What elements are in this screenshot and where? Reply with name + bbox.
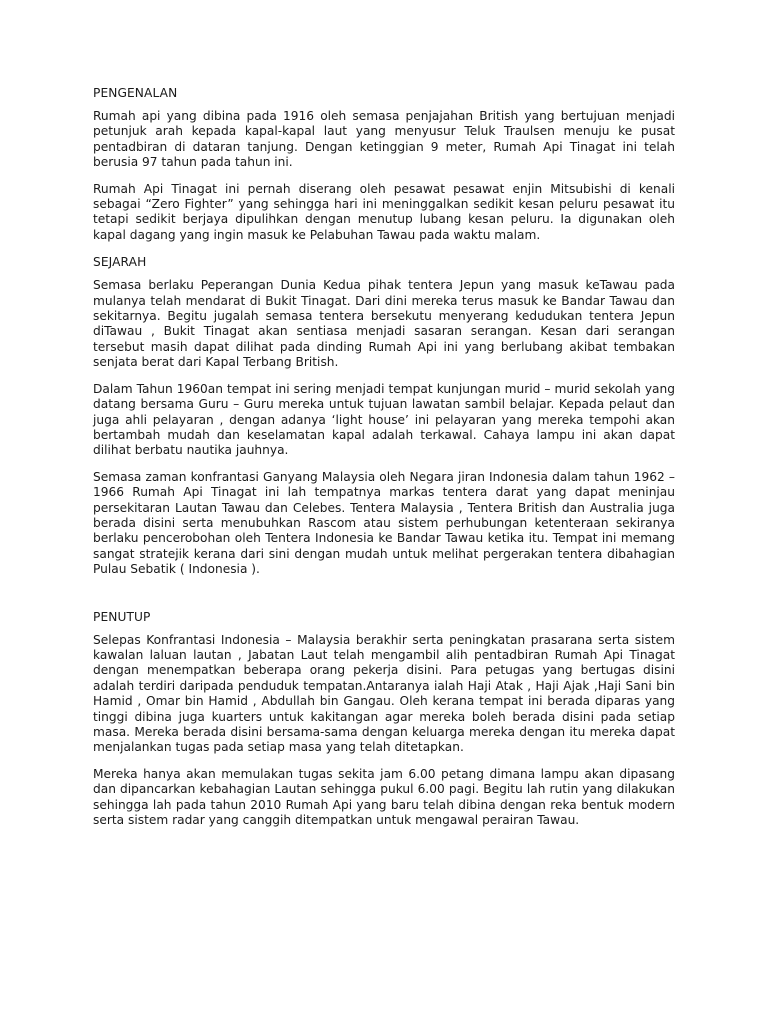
spacer <box>93 589 675 609</box>
section-heading-pengenalan: PENGENALAN <box>93 86 178 100</box>
paragraph: Semasa zaman konfrantasi Ganyang Malaysia oleh Negara jiran Indonesia dalam tahun 1962 – 1966 Rumah Api Tinagat ini lah tempatnya markas tentera darat yang dapat meninjau persekitaran Lautan Tawau dan Celebes. Tentera Malaysia , Tentera British dan Australia juga berada disini serta menubuhkan Rascom atau sistem perhubungan ketenteraan sekiranya berlaku pencerobohan oleh Tentera Indonesia ke Bandar Tawau ketika itu. Tempat ini memang sangat stratejik kerana dari sini dengan mudah untuk melihat pergerakan tentera dibahagian Pulau Sebatik ( Indonesia ). <box>93 469 675 577</box>
document-page <box>93 85 675 839</box>
paragraph: Dalam Tahun 1960an tempat ini sering menjadi tempat kunjungan murid – murid sekolah yang datang bersama Guru – Guru mereka untuk tujuan lawatan sambil belajar. Kepada pelaut dan juga ahli pelayaran , dengan adanya ‘light house’ ini pelayaran yang mereka tempohi akan bertambah mudah dan keselamatan kapal adalah terkawal. Cahaya lampu ini akan dapat dilihat berbatu nautika jauhnya. <box>93 381 675 458</box>
section-heading-penutup: PENUTUP <box>93 609 151 624</box>
paragraph: Semasa berlaku Peperangan Dunia Kedua pihak tentera Jepun yang masuk keTawau pada mulanya telah mendarat di Bukit Tinagat. Dari dini mereka terus masuk ke Bandar Tawau dan sekitarnya. Begitu jugalah semasa tentera bersekutu menyerang kedudukan tentera Jepun diTawau , Bukit Tinagat akan sentiasa menjadi sasaran serangan. Kesan dari serangan tersebut masih dapat dilihat pada dinding Rumah Api ini yang berlubang akibat tembakan senjata berat dari Kapal Terbang British. <box>93 278 675 370</box>
paragraph: Selepas Konfrantasi Indonesia – Malaysia berakhir serta peningkatan prasarana serta sistem kawalan laluan lautan , Jabatan Laut telah mengambil alih pentadbiran Rumah Api Tinagat dengan menempatkan beberapa orang pekerja disini. Para petugas yang bertugas disini adalah terdiri daripada penduduk tempatan.Antaranya ialah Haji Atak , Haji Ajak ,Haji Sani bin Hamid , Omar bin Hamid , Abdullah bin Gangau. Oleh kerana tempat ini berada diparas yang tinggi dibina juga kuarters untuk kakitangan agar mereka boleh berada disini pada setiap masa. Mereka berada disini bersama-sama dengan keluarga mereka dengan itu mereka dapat menjalankan tugas pada setiap masa yang telah ditetapkan. <box>93 632 675 755</box>
paragraph: Rumah api yang dibina pada 1916 oleh semasa penjajahan British yang bertujuan menjadi petunjuk arah kepada kapal-kapal laut yang menyusur Teluk Traulsen menuju ke pusat pentadbiran di dataran tanjung. Dengan ketinggian 9 meter, Rumah Api Tinagat ini telah berusia 97 tahun pada tahun ini. <box>93 109 675 170</box>
paragraph: Rumah Api Tinagat ini pernah diserang oleh pesawat pesawat enjin Mitsubishi di kenali sebagai “Zero Fighter” yang sehingga hari ini meninggalkan sedikit kesan peluru pesawat itu tetapi sedikit berjaya dipulihkan dengan menutup lubang kesan peluru. Ia digunakan oleh kapal dagang yang ingin masuk ke Pelabuhan Tawau pada waktu malam. <box>93 181 675 242</box>
section-heading-sejarah: SEJARAH <box>93 255 147 270</box>
paragraph: Mereka hanya akan memulakan tugas sekita jam 6.00 petang dimana lampu akan dipasang dan dipancarkan kebahagian Lautan sehingga pukul 6.00 pagi. Begitu lah rutin yang dilakukan sehingga lah pada tahun 2010 Rumah Api yang baru telah dibina dengan reka bentuk modern serta sistem radar yang canggih ditempatkan untuk mengawal perairan Tawau. <box>93 766 675 828</box>
